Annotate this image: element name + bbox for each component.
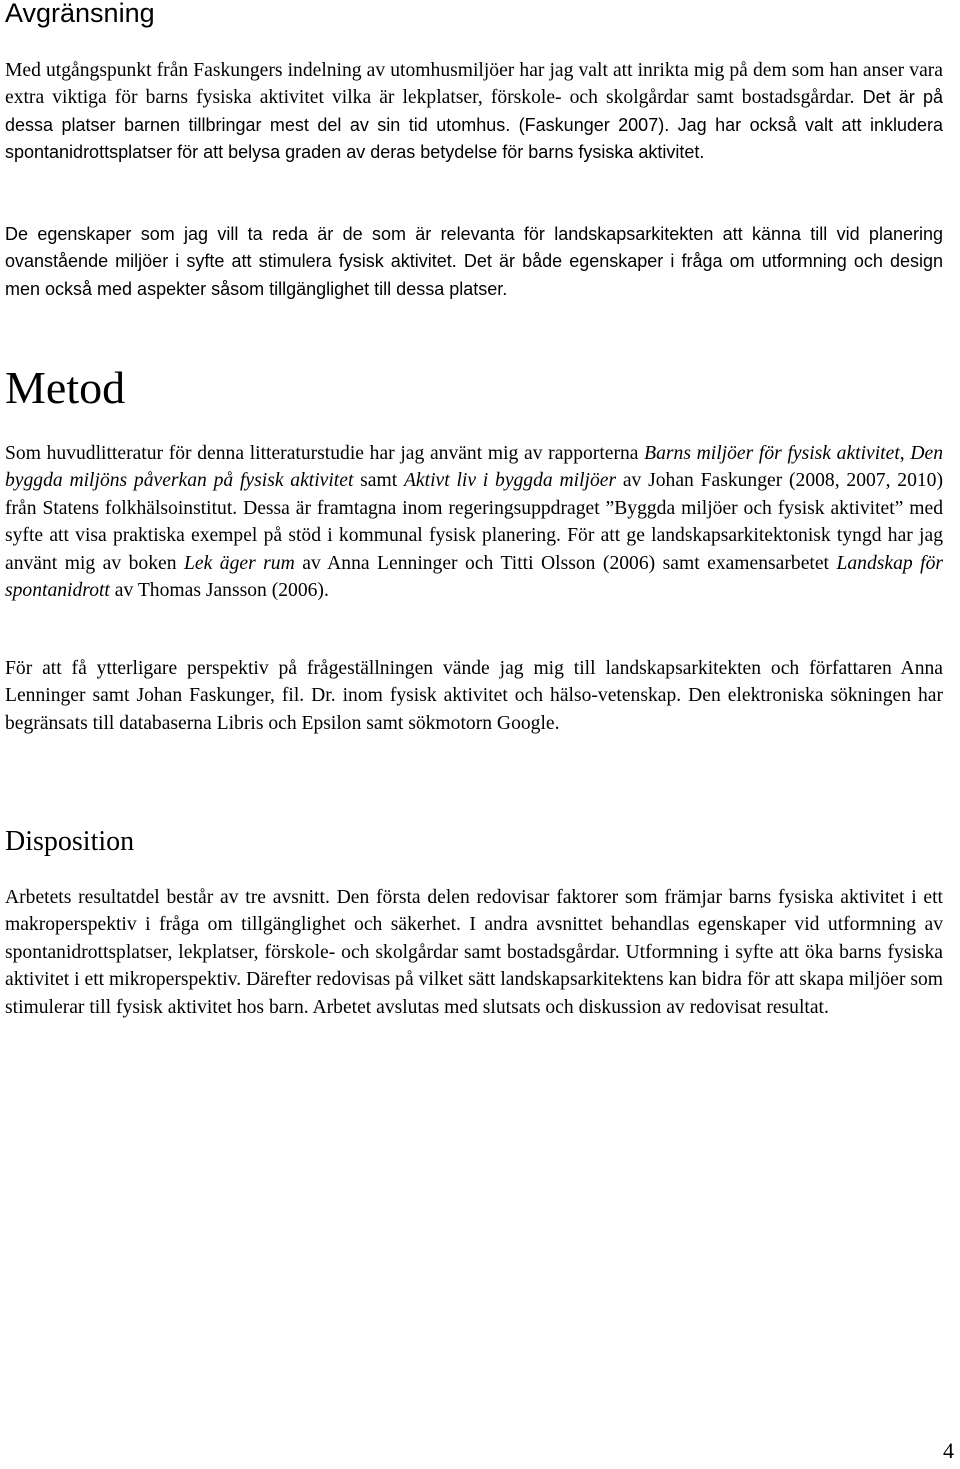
text-segment: av Thomas Jansson (2006). <box>109 580 329 602</box>
title-byggda-miljons-paverkan: Den byggda miljöns påverkan på fysisk aktivitet <box>5 443 944 492</box>
text-segment: samt <box>353 470 404 492</box>
paragraph-disposition: Arbetets resultatdel består av tre avsnitt. Den första delen redovisar faktorer som främjar barns fysiska aktivitet i ett makroperspektiv i fråga om tillgänglighet och säkerhet. I andra avsnittet behandlas egenskaper vid utformning av spontanidrottsplatser, lekplatser, förskole- och skolgårdar samt bostadsgårdar. Utformning i syfte att öka barns fysiska aktivitet i ett mikroperspektiv. Därefter redovisas på vilket sätt landskapsarkitektens kan bidra för att skapa miljöer som stimulerar till fysisk aktivitet hos barn. Arbetet avslutas med slutsats och diskussion av redovisat resultat. <box>5 887 943 1018</box>
text-segment: av Johan Faskunger (2008, 2007, 2010) från Statens folkhälsoinstitut. Dessa är framtagna inom regeringsuppdraget ”Byggda miljöer och fysisk aktivitet” med syfte att visa praktiska exempel på stöd i kommunal fysisk planering. För att ge landskapsarkitektonisk tyngd har jag använt mig av boken <box>5 470 943 574</box>
heading-metod: Metod <box>5 362 126 413</box>
title-barns-miljoer: Barns miljöer för fysisk aktivitet <box>644 443 900 464</box>
heading-disposition: Disposition <box>5 826 135 857</box>
text-segment: av Anna Lenninger och Titti Olsson (2006) samt examensarbetet <box>294 552 837 574</box>
title-lek-ager-rum: Lek äger rum <box>184 552 295 574</box>
paragraph-avgransning-1-serif: Med utgångspunkt från Faskungers indelning av utomhusmiljöer har jag valt att inrikta mig på dem som han anser vara extra viktiga för barns fysiska aktivitet vilka är lekplatser, förskole- och skolgårdar samt bostadsgårdar. <box>5 60 943 109</box>
title-aktivt-liv: Aktivt liv i byggda miljöer <box>403 470 617 492</box>
paragraph-avgransning-1 <box>5 57 943 167</box>
title-landskap-for-spontanidrott: Landskap för spontanidrott <box>5 552 944 602</box>
paragraph-avgransning-1-sans: Det är på dessa platser barnen tillbringar mest del av sin tid utomhus. (Faskunger 2007). Jag har också valt att inkludera spontanidrottsplatser för att belysa graden av deras betydelse för barns fysiska aktivitet. <box>5 87 943 163</box>
page-number: 4 <box>943 1438 954 1463</box>
text-segment: , <box>899 443 911 464</box>
text-segment: Som huvudlitteratur för denna litteraturstudie har jag använt mig av rapporterna <box>5 443 645 464</box>
paragraph-avgransning-2: De egenskaper som jag vill ta reda är de som är relevanta för landskapsarkitekten att känna till vid planering ovanstående miljöer i syfte att stimulera fysisk aktivitet. Det är både egenskaper i fråga om utformning och design men också med aspekter såsom tillgänglighet till dessa platser. <box>5 224 943 299</box>
paragraph-metod-1 <box>5 440 943 604</box>
paragraph-metod-2: För att få ytterligare perspektiv på frågeställningen vände jag mig till landskapsarkitekten och författaren Anna Lenninger samt Johan Faskunger, fil. Dr. inom fysisk aktivitet och hälso-vetenskap. Den elektroniska sökningen har begränsats till databaserna Libris och Epsilon samt sökmotorn Google. <box>5 658 943 734</box>
heading-avgransning: Avgränsning <box>5 0 155 28</box>
